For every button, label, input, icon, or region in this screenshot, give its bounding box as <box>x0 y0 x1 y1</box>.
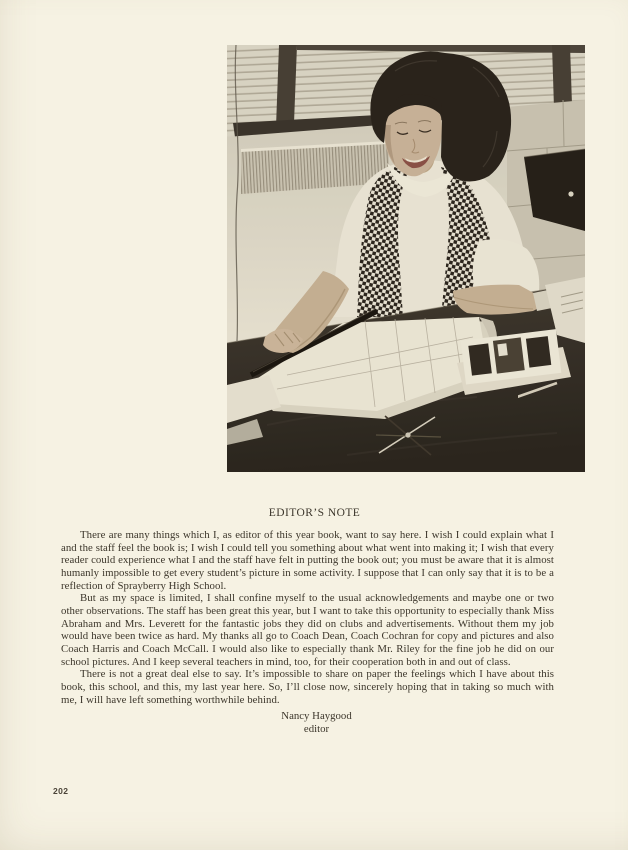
note-paragraph-3: There is not a great deal else to say. It’s impossible to share on paper the feelings which I have about this book, this school, and this, my last year here. So, I’ll close now, sincerely hoping that in taking so much with me, I will have left something worthwhile behind. <box>61 668 554 706</box>
editor-photo-illustration <box>227 45 585 472</box>
note-paragraph-2: But as my space is limited, I shall confine myself to the usual acknowledgements and maybe one or two other observations. The staff has been great this year, but I want to take this opportunity to especially thank Miss Abraham and Mrs. Leverett for the fantastic jobs they did on clubs and advertisements. Without them my job would have been twice as hard. My thanks all go to Coach Dean, Coach Cochran for copy and pictures and also Coach Harris and Coach McCall. I would also like to especially thank Mr. Riley for the fine job he did on our school pictures. And I keep several teachers in mind, too, for their cooperation both in and out of class. <box>61 592 554 668</box>
signature-name: Nancy Haygood <box>281 710 352 723</box>
editor-photo <box>227 45 585 472</box>
signature-title: editor <box>303 722 330 735</box>
editors-note <box>61 507 554 735</box>
note-heading: EDITOR’S NOTE <box>268 507 361 519</box>
sepia-overlay <box>227 45 585 472</box>
note-paragraph-1: There are many things which I, as editor of this year book, want to say here. I wish I could explain what I and the staff feel the book is; I wish I could tell you something about what went into making it; I wish that every reader could experience what I and the staff have felt in putting the book out; you must be aware that it is almost humanly impossible to get every student’s picture in some activity. I suppose that I can only say that it is to be a reflection of Sprayberry High School. <box>61 529 554 592</box>
signature-block <box>70 710 563 735</box>
page-number: 202 <box>53 786 69 796</box>
